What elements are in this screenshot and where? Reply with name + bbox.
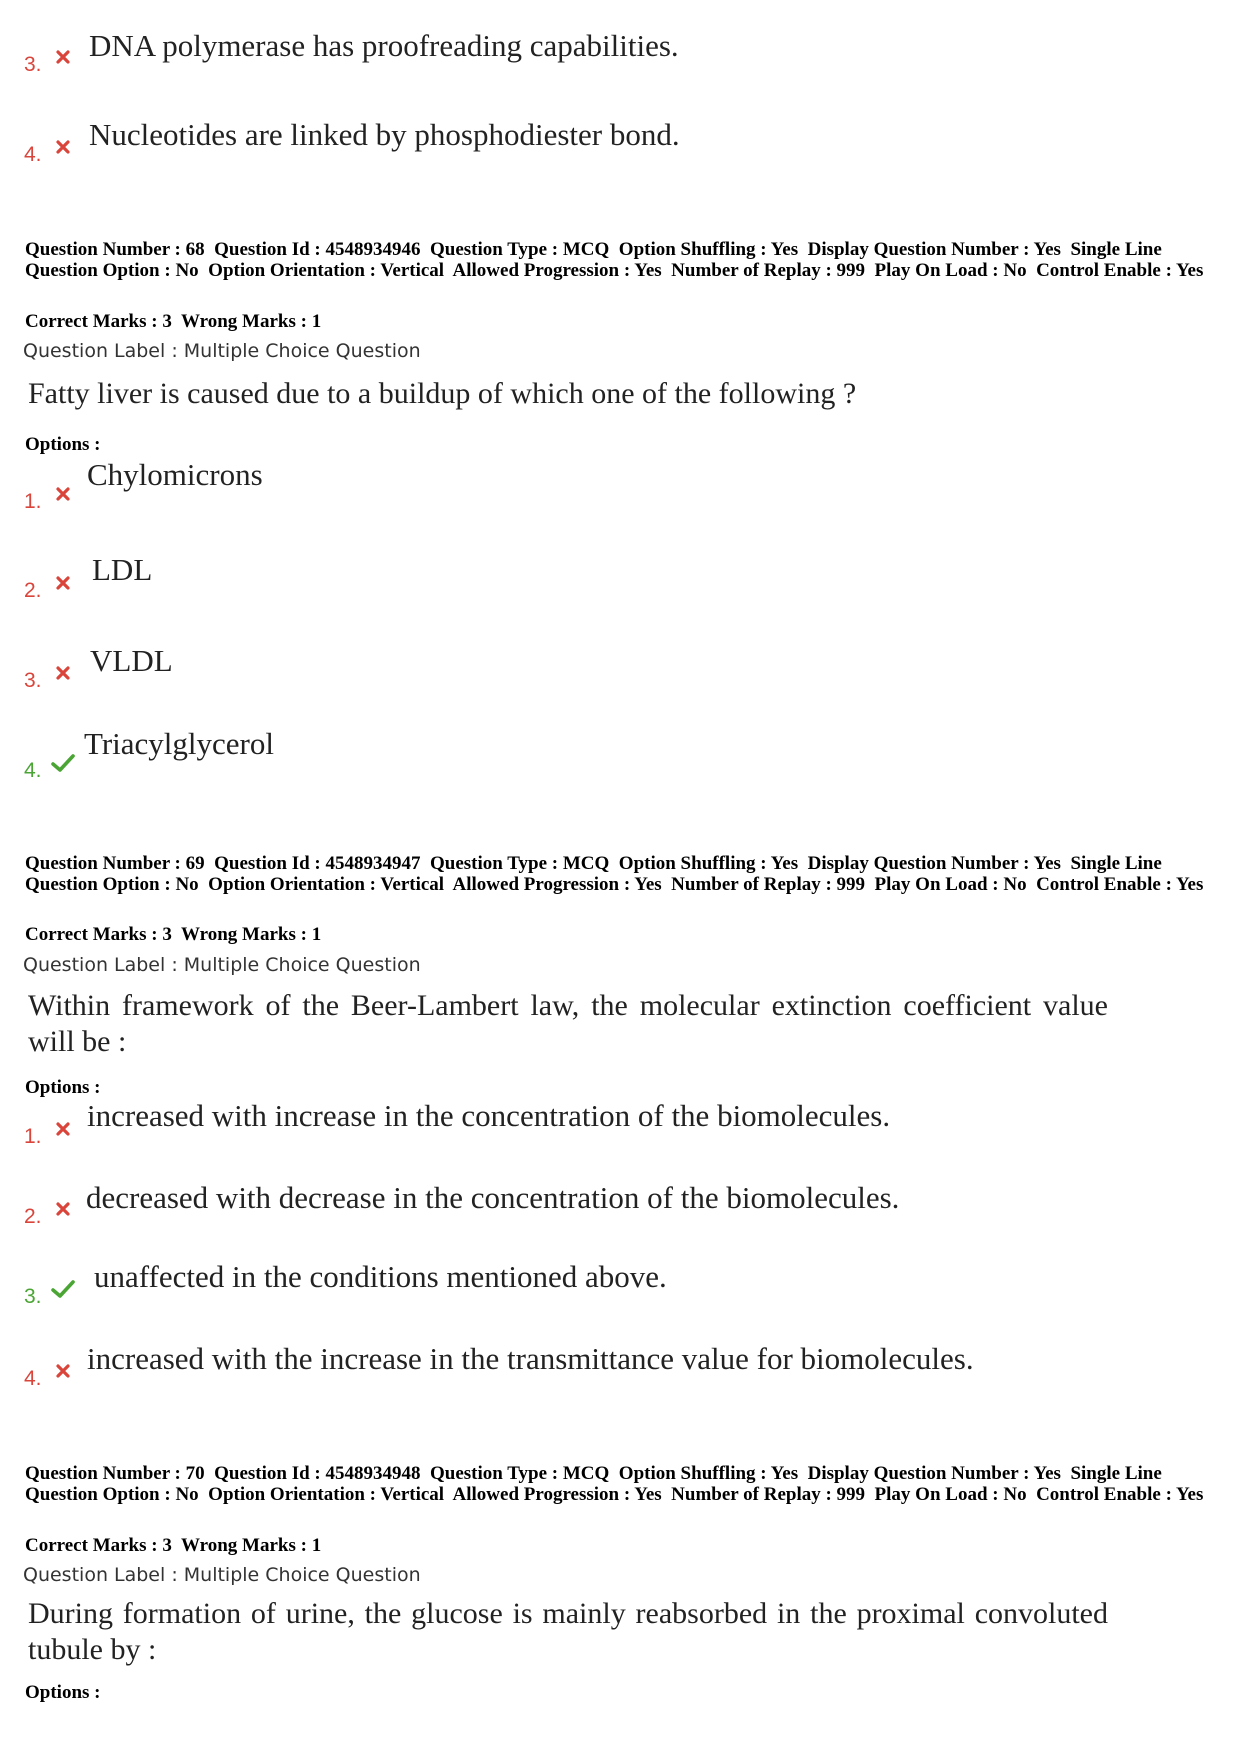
option-number: 4. [24,1367,42,1390]
option-number: 1. [24,490,42,513]
question-text: Within framework of the Beer-Lambert law, the molecular extinction coefficient value will be : [28,989,1108,1058]
option-number: 4. [24,143,42,166]
options-label: Options : [25,1682,101,1703]
cross-icon [56,1122,70,1136]
question-marks: Correct Marks : 3 Wrong Marks : 1 [25,1535,322,1556]
cross-icon [56,666,70,680]
option-number: 3. [24,1285,42,1308]
option-number: 4. [24,759,42,782]
options-label: Options : [25,434,101,455]
option-text: unaffected in the conditions mentioned above. [94,1259,667,1294]
cross-icon [56,140,70,154]
option-number: 2. [24,579,42,602]
option-text: decreased with decrease in the concentration of the biomolecules. [86,1180,900,1215]
question-meta: Question Number : 68 Question Id : 4548934946 Question Type : MCQ Option Shuffling : Yes Display Question Number : Yes Single Line Question Option : No Option Orientation : Vertical Allowed Progression : Yes Number of Replay : 999 Play On Load : No Control Enable : Yes [25,239,1204,281]
question-text: Fatty liver is caused due to a buildup of which one of the following ? [28,377,857,410]
cross-icon [56,1202,70,1216]
option-text: increased with increase in the concentration of the biomolecules. [87,1098,891,1133]
question-label: Question Label : Multiple Choice Question [23,954,421,976]
option-number: 2. [24,1205,42,1228]
cross-icon [56,487,70,501]
check-icon [51,1279,75,1299]
check-icon [51,753,75,773]
option-text: DNA polymerase has proofreading capabilities. [89,28,679,63]
question-marks: Correct Marks : 3 Wrong Marks : 1 [25,311,322,332]
option-text: increased with the increase in the transmittance value for biomolecules. [87,1341,974,1376]
question-text: During formation of urine, the glucose is mainly reabsorbed in the proximal convoluted tubule by : [28,1597,1108,1666]
question-meta: Question Number : 70 Question Id : 4548934948 Question Type : MCQ Option Shuffling : Yes Display Question Number : Yes Single Line Question Option : No Option Orientation : Vertical Allowed Progression : Yes Number of Replay : 999 Play On Load : No Control Enable : Yes [25,1463,1204,1505]
options-label: Options : [25,1077,101,1098]
option-text: Nucleotides are linked by phosphodiester bond. [89,117,680,152]
question-label: Question Label : Multiple Choice Question [23,1564,421,1586]
option-number: 3. [24,53,42,76]
option-text: Triacylglycerol [84,726,274,761]
question-label: Question Label : Multiple Choice Question [23,340,421,362]
question-marks: Correct Marks : 3 Wrong Marks : 1 [25,924,322,945]
option-text: LDL [92,552,153,587]
cross-icon [56,1364,70,1378]
option-text: Chylomicrons [87,457,263,492]
option-text: VLDL [90,643,173,678]
option-number: 1. [24,1125,42,1148]
option-number: 3. [24,669,42,692]
question-meta: Question Number : 69 Question Id : 4548934947 Question Type : MCQ Option Shuffling : Yes Display Question Number : Yes Single Line Question Option : No Option Orientation : Vertical Allowed Progression : Yes Number of Replay : 999 Play On Load : No Control Enable : Yes [25,853,1204,895]
cross-icon [56,50,70,64]
cross-icon [56,576,70,590]
